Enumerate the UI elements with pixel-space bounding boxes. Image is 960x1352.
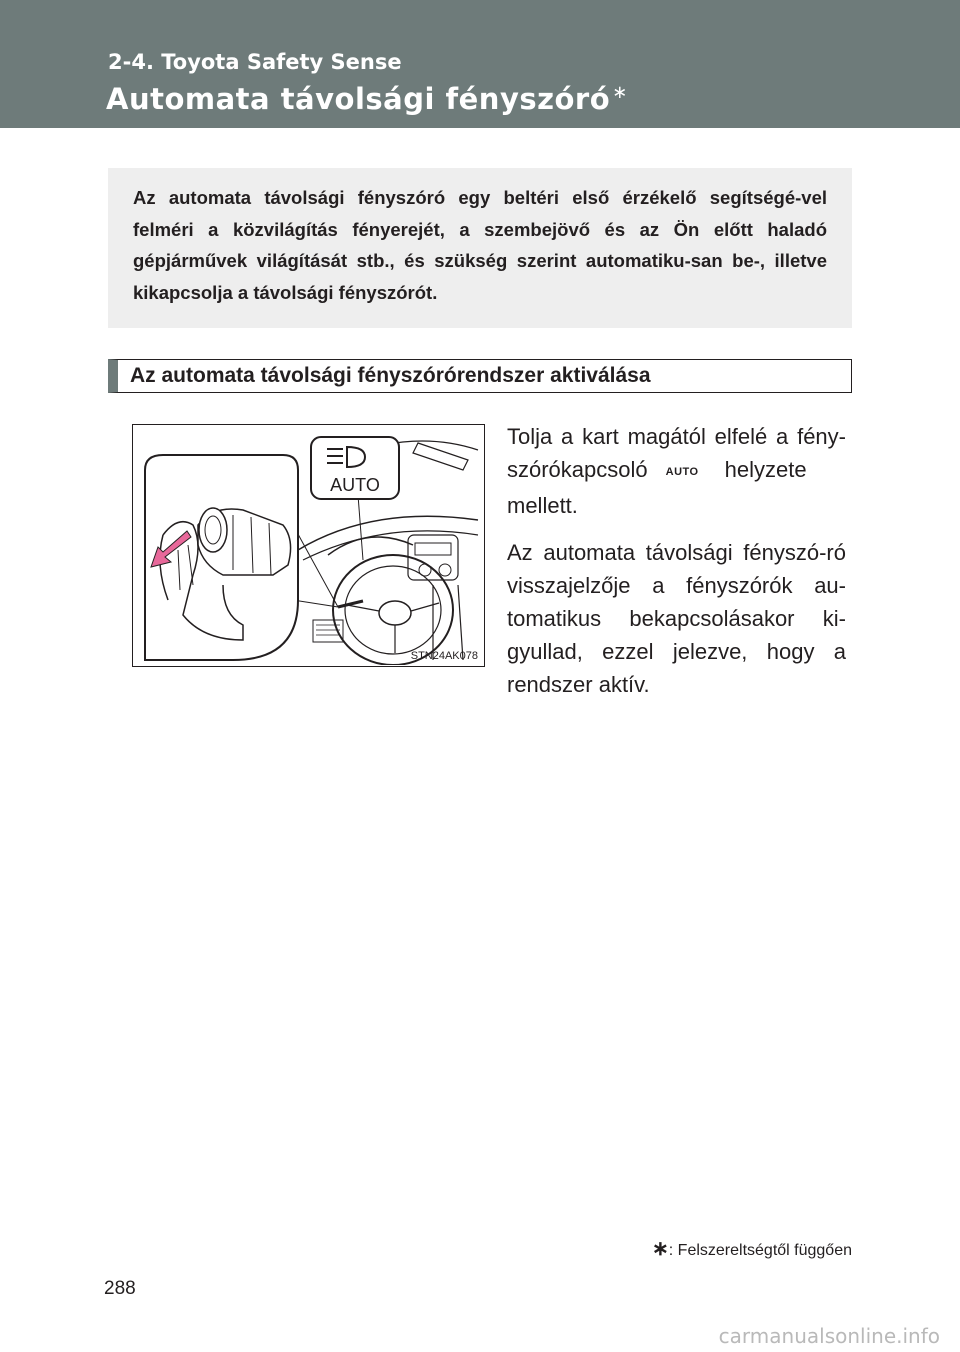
footnote-mark: ∗ <box>652 1238 669 1260</box>
footnote-text: : Felszereltségtől függően <box>668 1242 852 1259</box>
auto-symbol-icon: AUTO <box>665 466 699 478</box>
footnote <box>652 1236 852 1261</box>
instruction-paragraph-2: Az automata távolsági fényszó-ró visszajelzője a fényszórók au-tomatikus bekapcsolásakor ki-gyullad, ezzel jelezve, hogy a rendszer aktív. <box>507 540 846 697</box>
page-header <box>0 0 960 128</box>
instruction-text-part: helyzete mellett. <box>507 457 807 518</box>
page-title-text: Automata távolsági fényszóró <box>106 82 611 116</box>
intro-box <box>108 168 852 328</box>
instruction-text <box>507 420 846 715</box>
page-number: 288 <box>104 1278 136 1299</box>
page-title <box>106 82 628 116</box>
figure-code: STN24AK078 <box>410 650 478 662</box>
auto-icon-label: AUTO <box>330 475 380 495</box>
watermark: carmanualsonline.info <box>718 1324 940 1348</box>
section-label: 2-4. Toyota Safety Sense <box>108 50 402 74</box>
instruction-text-part: Tolja a kart magától elfelé a fény-szórókapcsoló <box>507 424 846 482</box>
title-footnote-mark: ∗ <box>612 82 628 104</box>
steering-switch-illustration <box>133 425 483 665</box>
illustration <box>132 424 485 667</box>
instruction-paragraph-1 <box>507 420 846 522</box>
intro-text: Az automata távolsági fényszóró egy beltéri első érzékelő segítségé-vel felméri a közvilágítás fényerejét, a szembejövő és az Ön előtt haladó gépjárművek világítását stb., és szükség szerint automatiku-san be-, illetve kikapcsolja a távolsági fényszórót. <box>133 187 827 303</box>
subheading: Az automata távolsági fényszórórendszer aktiválása <box>108 359 852 393</box>
